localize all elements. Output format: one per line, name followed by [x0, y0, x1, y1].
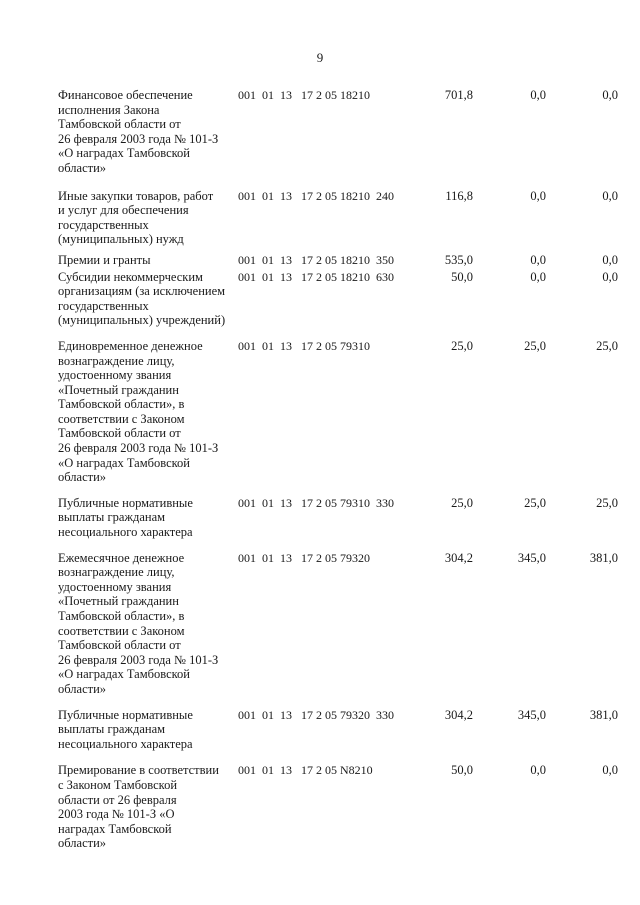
row-value-3: 0,0	[602, 88, 618, 102]
row-value-2: 0,0	[530, 763, 546, 778]
table-row	[58, 496, 618, 540]
row-value-1: 25,0	[451, 495, 473, 510]
row-code: 001 01 13 17 2 05 79320	[238, 550, 370, 565]
row-description: Ежемесячное денежное вознаграждение лицу, удостоенному звания «Почетный гражданин Тамбовской области», в соответствии с Законом Тамбовской области от 26 февраля 2003 года № 101-З «О наградах Тамбовской области»	[58, 550, 219, 696]
row-code: 001 01 13 17 2 05 N8210	[238, 763, 373, 778]
row-description: Публичные нормативные выплаты гражданам несоциального характера	[58, 495, 193, 540]
row-value-3: 0,0	[602, 763, 618, 778]
row-code: 001 01 13 17 2 05 18210	[238, 88, 370, 102]
row-value-1: 535,0	[444, 252, 473, 267]
row-value-1: 50,0	[451, 269, 473, 284]
table-row	[58, 763, 618, 851]
row-value-1: 701,8	[444, 88, 473, 102]
row-code: 001 01 13 17 2 05 18210 350	[238, 252, 394, 267]
row-description: Премирование в соответствии с Законом Тамбовской области от 26 февраля 2003 года № 101-З «О наградах Тамбовской области»	[58, 763, 219, 851]
row-value-2: 25,0	[524, 495, 546, 510]
row-value-2: 25,0	[524, 338, 546, 353]
table-row	[58, 708, 618, 752]
table-row	[58, 253, 618, 268]
row-value-3: 0,0	[602, 269, 618, 284]
row-value-2: 0,0	[530, 252, 546, 267]
row-value-3: 381,0	[589, 707, 618, 722]
row-description: Единовременное денежное вознаграждение лицу, удостоенному звания «Почетный гражданин Тамбовской области», в соответствии с Законом Тамбовской области от 26 февраля 2003 года № 101-З «О наградах Тамбовской области»	[58, 338, 219, 485]
row-value-2: 345,0	[517, 550, 546, 565]
row-value-3: 0,0	[602, 188, 618, 203]
row-code: 001 01 13 17 2 05 79310	[238, 338, 370, 353]
row-code: 001 01 13 17 2 05 18210 630	[238, 269, 394, 284]
row-value-1: 25,0	[451, 338, 473, 353]
row-value-2: 0,0	[530, 188, 546, 203]
row-value-3: 25,0	[596, 495, 618, 510]
row-value-3: 0,0	[602, 252, 618, 267]
row-description: Субсидии некоммерческим организациям (за исключением государственных (муниципальных) учреждений)	[58, 269, 226, 328]
row-description: Премии и гранты	[58, 252, 151, 267]
row-value-1: 50,0	[451, 763, 473, 778]
table-row	[58, 339, 618, 485]
row-value-1: 304,2	[444, 550, 473, 565]
row-value-3: 381,0	[589, 550, 618, 565]
row-value-1: 304,2	[444, 707, 473, 722]
row-value-1: 116,8	[445, 188, 473, 203]
table-row	[58, 551, 618, 697]
row-value-3: 25,0	[596, 338, 618, 353]
page-number: 9	[316, 50, 324, 65]
row-value-2: 345,0	[517, 707, 546, 722]
row-description: Публичные нормативные выплаты гражданам несоциального характера	[58, 707, 193, 751]
row-value-2: 0,0	[530, 269, 546, 284]
budget-table	[58, 88, 618, 863]
row-code: 001 01 13 17 2 05 79310 330	[238, 495, 394, 510]
row-code: 001 01 13 17 2 05 79320 330	[238, 707, 394, 722]
table-row	[58, 189, 618, 247]
table-row	[58, 270, 618, 328]
row-value-2: 0,0	[530, 88, 546, 102]
row-description: Иные закупки товаров, работ и услуг для обеспечения государственных (муниципальных) нужд	[58, 188, 214, 247]
row-description: Финансовое обеспечение исполнения Закона Тамбовской области от 26 февраля 2003 года № 101-З «О наградах Тамбовской области»	[58, 88, 219, 175]
row-code: 001 01 13 17 2 05 18210 240	[238, 188, 394, 203]
table-row	[58, 88, 618, 176]
